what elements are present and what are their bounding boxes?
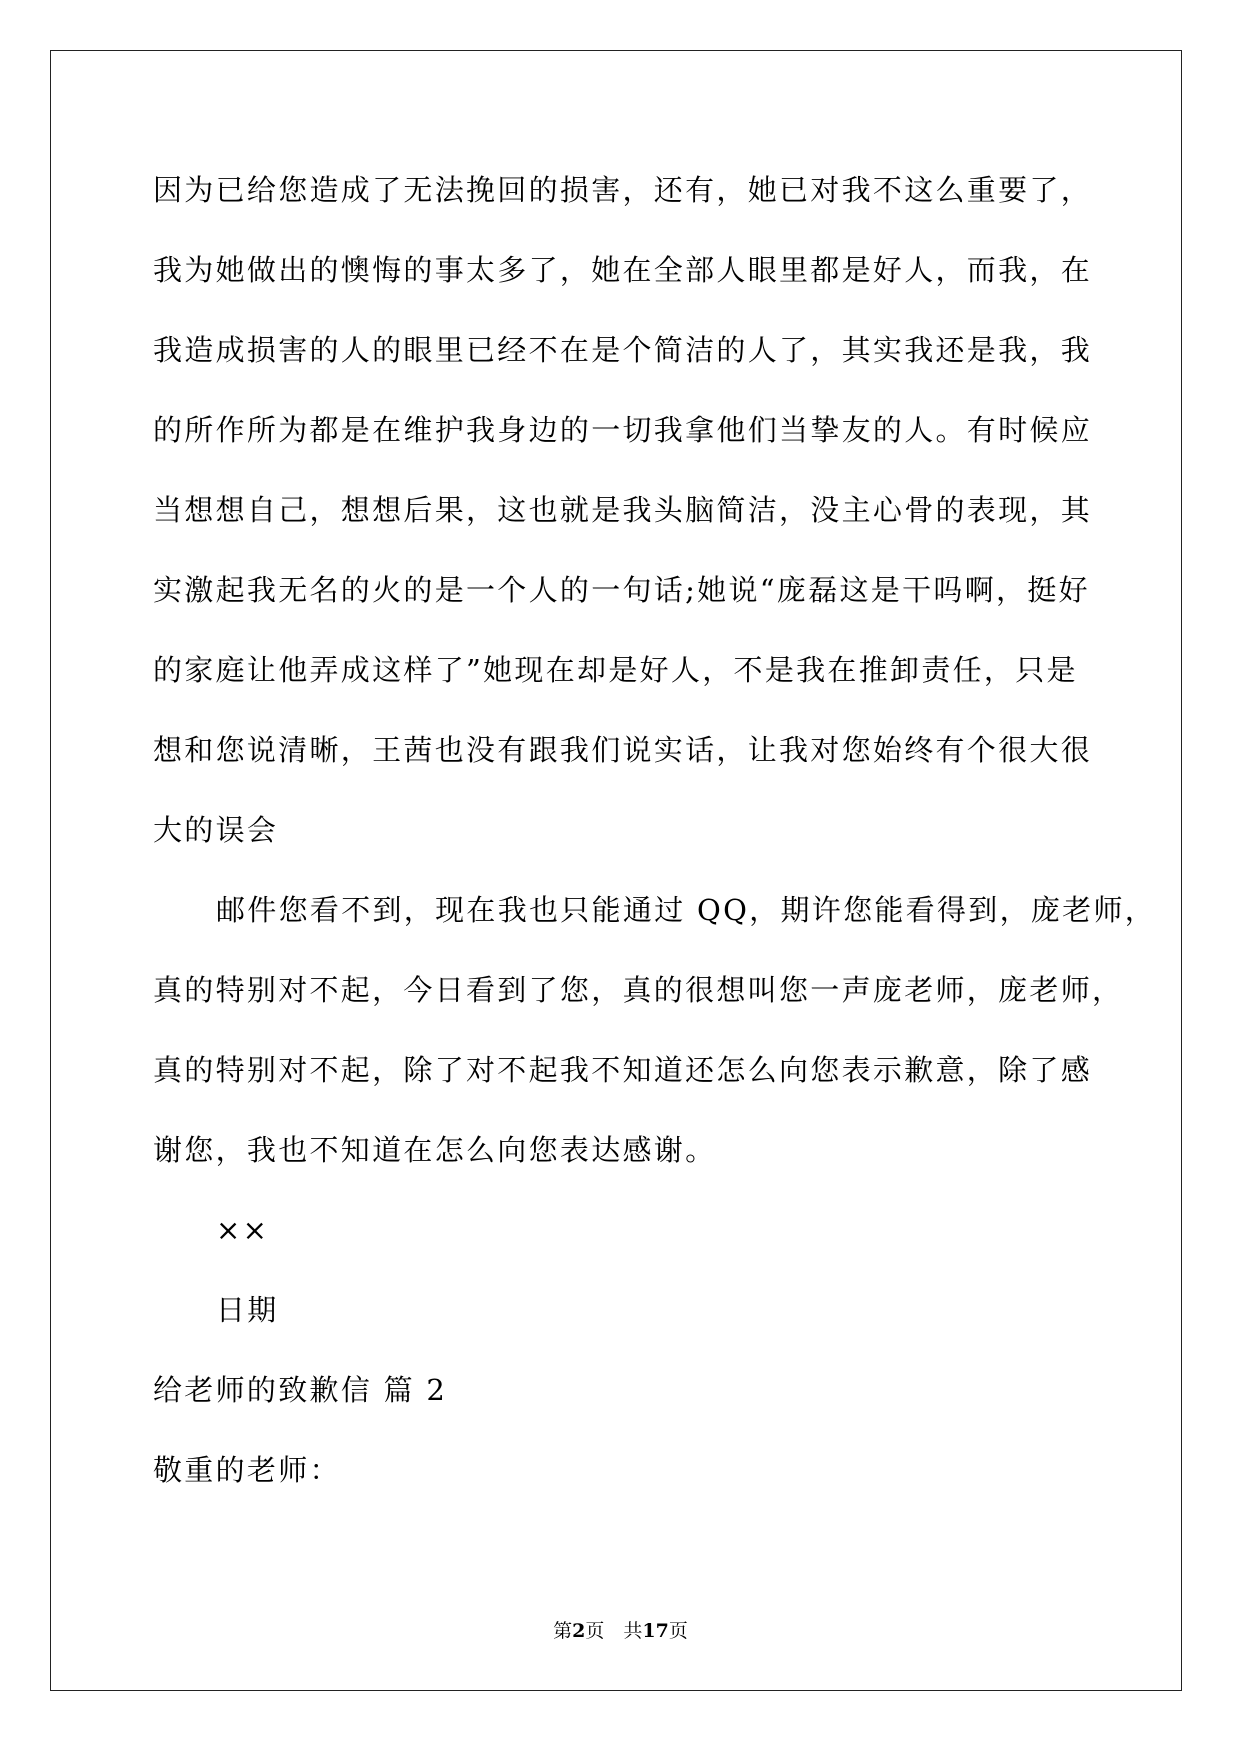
body-line: 当想想自己，想想后果，这也就是我头脑简洁，没主心骨的表现，其 <box>153 493 1093 527</box>
body-line: 我造成损害的人的眼里已经不在是个简洁的人了，其实我还是我，我 <box>153 333 1093 367</box>
current-page-number: 2 <box>572 1620 586 1642</box>
body-line: 实激起我无名的火的是一个人的一句话;她说“庞磊这是干吗啊，挺好 <box>153 573 1090 607</box>
footer-suffix: 页 <box>668 1620 688 1642</box>
body-line: 想和您说清晰，王茜也没有跟我们说实话，让我对您始终有个很大很 <box>153 733 1093 767</box>
body-line: 谢您，我也不知道在怎么向您表达感谢。 <box>153 1133 717 1167</box>
body-line: 大的误会 <box>153 813 279 847</box>
body-line: 我为她做出的懊悔的事太多了，她在全部人眼里都是好人，而我，在 <box>153 253 1093 287</box>
page-footer <box>0 1619 1241 1643</box>
body-line: 邮件您看不到，现在我也只能通过 QQ，期许您能看得到，庞老师， <box>216 893 1157 927</box>
footer-prefix: 第 <box>553 1620 573 1642</box>
body-line: 因为已给您造成了无法挽回的损害，还有，她已对我不这么重要了， <box>153 173 1093 207</box>
section-heading: 给老师的致歉信 篇 2 <box>153 1373 448 1407</box>
signature: ×× <box>216 1213 270 1247</box>
body-line: 的所作所为都是在维护我身边的一切我拿他们当挚友的人。有时候应 <box>153 413 1093 447</box>
footer-mid: 页 共 <box>585 1620 643 1642</box>
date-label: 日期 <box>216 1293 279 1327</box>
salutation: 敬重的老师： <box>153 1453 341 1487</box>
page-border <box>50 50 1182 1691</box>
body-line: 真的特别对不起，除了对不起我不知道还怎么向您表示歉意，除了感 <box>153 1053 1093 1087</box>
total-page-number: 17 <box>642 1620 669 1642</box>
body-line: 的家庭让他弄成这样了”她现在却是好人，不是我在推卸责任，只是 <box>153 653 1078 687</box>
body-line: 真的特别对不起，今日看到了您，真的很想叫您一声庞老师，庞老师， <box>153 973 1124 1007</box>
